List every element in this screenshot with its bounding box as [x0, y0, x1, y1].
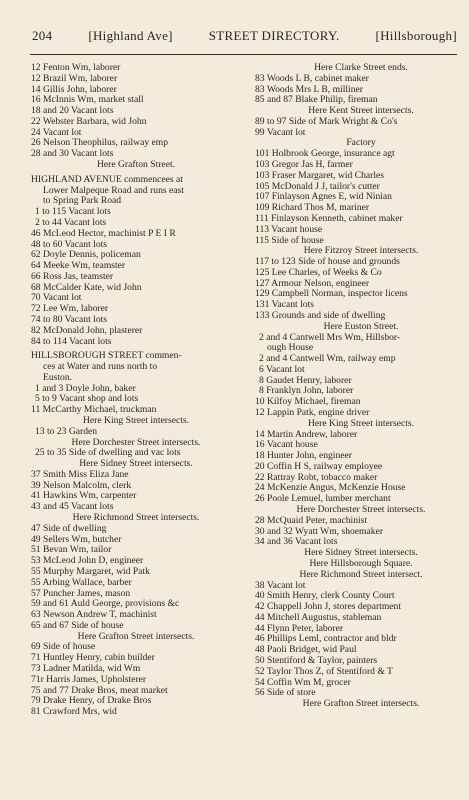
directory-entry: 34 and 36 Vacant lots — [255, 537, 338, 548]
directory-entry: 129 Campbell Norman, inspector licens — [255, 289, 408, 300]
directory-entry: 113 Vacant house — [255, 224, 323, 235]
directory-entry: 12 Lappin Patk, engine driver — [255, 408, 370, 418]
directory-entry: 48 Paoli Bridget, wid Paul — [255, 645, 357, 656]
directory-entry: 82 McDonald John, plasterer — [31, 325, 143, 336]
directory-entry: 1 and 3 Doyle John, baker — [35, 383, 136, 394]
street-heading: Here Dorchester Street intersects. — [296, 505, 426, 516]
directory-entry: 2 and 4 Cantwell Mrs Wm, Hillsbor- — [259, 332, 401, 343]
page-title: STREET DIRECTORY. — [208, 28, 340, 43]
directory-entry: 74 to 80 Vacant lots — [31, 314, 108, 325]
directory-entry: HILLSBOROUGH STREET commen- — [31, 351, 182, 362]
directory-entry: 89 to 97 Side of Mark Wright & Co's — [255, 116, 398, 127]
directory-entry: 16 Vacant house — [255, 440, 318, 451]
directory-entry: 84 to 114 Vacant lots — [31, 336, 112, 347]
street-heading: Here Sidney Street intersects. — [79, 459, 193, 470]
directory-entry: 53 McLeod John D, engineer — [31, 556, 144, 567]
street-heading: Here King Street intersects. — [82, 416, 190, 426]
street-heading: Factory — [346, 138, 376, 149]
directory-entry: 99 Vacant lot — [255, 127, 306, 138]
street-heading: Here Dorchester Street intersects. — [71, 437, 201, 448]
directory-entry: 30 and 32 Wyatt Wm, shoemaker — [255, 526, 384, 537]
directory-entry: 13 to 23 Garden — [35, 426, 98, 437]
directory-entry: 107 Finlayson Agnes E, wid Ninian — [255, 192, 392, 203]
directory-entry: 20 Coffin H S, railway employee — [255, 461, 383, 472]
directory-entry: Lower Malpeque Road and runs east — [43, 185, 184, 196]
directory-entry: 28 McQuaid Peter, machinist — [255, 515, 368, 526]
directory-entry: 55 Murphy Margaret, wid Patk — [31, 566, 150, 577]
directory-entry: 63 Newson Andrew T, machinist — [31, 610, 157, 621]
directory-entry: 54 Coffin Wm M, grocer — [255, 677, 351, 688]
directory-entry: 66 Ross Jas, teamster — [31, 271, 114, 282]
directory-entry: 10 Kilfoy Michael, fireman — [255, 397, 361, 408]
directory-entry: 18 and 20 Vacant lots — [31, 106, 114, 117]
directory-entry: 1 to 115 Vacant lots — [35, 207, 111, 218]
directory-entry: 83 Woods L B, cabinet maker — [255, 73, 369, 84]
directory-entry: 81 Crawford Mrs, wid — [31, 707, 117, 718]
directory-entry: 79 Drake Henry, of Drake Bros — [31, 696, 152, 707]
directory-entry: 40 Smith Henry, clerk County Court — [255, 591, 395, 602]
directory-entry: 69 Side of house — [31, 642, 96, 653]
directory-entry: ces at Water and runs north to — [43, 362, 158, 373]
directory-entry: 109 Richard Thos M, mariner — [255, 203, 370, 214]
street-heading: Here Richmond Street intersects. — [72, 513, 200, 524]
street-heading: Here Grafton Street intersects. — [302, 699, 420, 710]
directory-entry: 62 Doyle Dennis, policeman — [31, 250, 141, 261]
directory-entry: 56 Side of store — [255, 688, 316, 699]
directory-entry: 43 and 45 Vacant lots — [31, 502, 114, 513]
directory-entry: 18 Hunter John, engineer — [255, 451, 352, 462]
right-column — [255, 63, 467, 710]
directory-entry: 51 Bevan Wm, tailor — [31, 545, 112, 556]
directory-entry: 8 Gaudet Henry, laborer — [259, 375, 352, 386]
street-heading: Here Hillsborough Square. — [309, 558, 413, 569]
directory-entry: 71 Huntley Henry, cabin builder — [31, 653, 155, 664]
header-left-tag: [Highland Ave] — [88, 28, 173, 43]
directory-entry: 75 and 77 Drake Bros, meat market — [31, 685, 168, 696]
directory-entry: 14 Martin Andrew, laborer — [255, 429, 358, 440]
directory-entry: 46 McLeod Hector, machinist P E I R — [31, 228, 176, 239]
directory-entry: 105 McDonald J J, tailor's cutter — [255, 181, 380, 192]
directory-entry: 2 to 44 Vacant lots — [35, 217, 107, 228]
directory-entry: 49 Sellers Wm, butcher — [31, 534, 122, 545]
directory-entry: 85 and 87 Blake Philip, fireman — [255, 95, 378, 106]
left-column — [31, 63, 241, 718]
directory-entry: 38 Vacant lot — [255, 580, 306, 591]
directory-entry: 65 and 67 Side of house — [31, 620, 124, 631]
directory-entry: 26 Poole Lemuel, lumber merchant — [255, 494, 391, 505]
directory-entry: 24 Vacant lot — [31, 127, 82, 138]
directory-entry: 37 Smith Miss Eliza Jane — [31, 469, 129, 480]
directory-entry: 55 Arbing Wallace, barber — [31, 577, 132, 588]
street-heading: Here Fitzroy Street intersects. — [303, 246, 419, 257]
directory-entry: 2 and 4 Cantwell Wm, railway emp — [259, 354, 396, 365]
directory-entry: 57 Puncher James, mason — [31, 588, 131, 599]
page-number: 204 — [32, 28, 53, 43]
directory-entry: 48 to 60 Vacant lots — [31, 239, 108, 250]
street-heading: Here Grafton Street intersects. — [77, 631, 195, 642]
street-heading: Here Richmond Street intersect. — [299, 569, 423, 580]
directory-entry: 41 Hawkins Wm, carpenter — [31, 491, 137, 502]
directory-entry: 16 McInnis Wm, market stall — [31, 95, 144, 106]
directory-entry: 44 Mitchell Augustus, stableman — [255, 612, 382, 623]
directory-entry: 64 Meeke Wm, teamster — [31, 261, 126, 272]
directory-entry: 12 Fenton Wm, laborer — [31, 63, 121, 73]
page-header — [32, 28, 457, 48]
directory-entry: 131 Vacant lots — [255, 300, 314, 311]
directory-entry: HIGHLAND AVENUE commencees at — [31, 174, 183, 185]
directory-entry: 46 Phillips Leml, contractor and bldr — [255, 634, 397, 645]
directory-entry: 22 Rattray Robt, tobacco maker — [255, 472, 378, 483]
directory-entry: 73 Ladner Matilda, wid Wm — [31, 663, 141, 674]
directory-entry: 24 McKenzie Angus, McKenzie House — [255, 483, 406, 494]
directory-entry: 101 Holbrook George, insurance agt — [255, 149, 395, 160]
header-right-tag: [Hillsborough] — [375, 28, 457, 43]
street-heading: Here Kent Street intersects. — [308, 106, 414, 117]
directory-entry: 133 Grounds and side of dwelling — [255, 310, 386, 321]
directory-entry: 8 Franklyn John, laborer — [259, 386, 354, 397]
directory-entry: 72 Lee Wm, laborer — [31, 304, 109, 315]
street-heading: Here Clarke Street ends. — [314, 63, 408, 73]
directory-entry: 127 Armour Nelson, engineer — [255, 278, 370, 289]
directory-entry: 71r Harris James, Upholsterer — [31, 674, 147, 685]
directory-entry: 103 Fraser Margaret, wid Charles — [255, 170, 385, 181]
directory-entry: 68 McCalder Kate, wid John — [31, 282, 142, 293]
street-heading: Here King Street intersects. — [307, 418, 415, 429]
street-heading: Here Sidney Street intersects. — [304, 548, 418, 559]
directory-entry: to Spring Park Road — [43, 196, 122, 207]
directory-entry: 125 Lee Charles, of Weeks & Co — [255, 267, 382, 278]
directory-entry: 103 Gregor Jas H, farmer — [255, 160, 353, 171]
directory-entry: 14 Gillis John, laborer — [31, 84, 117, 95]
directory-entry: 83 Woods Mrs L B, milliner — [255, 84, 363, 95]
street-heading: Here Euston Street. — [323, 321, 399, 332]
directory-entry: 12 Brazil Wm, laborer — [31, 73, 118, 84]
directory-entry: 52 Taylor Thos Z, of Stentiford & T — [255, 666, 393, 677]
directory-entry: 39 Nelson Malcolm, clerk — [31, 480, 132, 491]
directory-entry: 26 Nelson Theophilus, railway emp — [31, 138, 169, 149]
directory-entry: 6 Vacant lot — [259, 364, 305, 375]
directory-entry: 5 to 9 Vacant shop and lots — [35, 394, 139, 405]
directory-entry: 28 and 30 Vacant lots — [31, 149, 114, 160]
street-heading: Here Grafton Street. — [96, 160, 176, 171]
directory-entry: 25 to 35 Side of dwelling and vac lots — [35, 448, 181, 459]
directory-entry: 59 and 61 Auld George, provisions &c — [31, 599, 180, 610]
directory-entry: Euston. — [43, 372, 73, 383]
directory-entry: 44 Flynn Peter, laborer — [255, 623, 344, 634]
directory-entry: 111 Finlayson Kenneth, cabinet maker — [255, 213, 403, 224]
directory-entry: 42 Chappell John J, stores department — [255, 602, 402, 613]
directory-entry: 11 McCarthy Michael, truckman — [31, 405, 157, 416]
directory-entry: 22 Webster Barbara, wid John — [31, 116, 147, 127]
directory-entry: 117 to 123 Side of house and grounds — [255, 257, 400, 268]
directory-entry: ough House — [267, 343, 314, 354]
directory-entry: 47 Side of dwelling — [31, 523, 107, 534]
directory-entry: 50 Stentiford & Taylor, painters — [255, 655, 378, 666]
directory-entry: 70 Vacant lot — [31, 293, 82, 304]
header-rule — [30, 54, 457, 55]
directory-entry: 115 Side of house — [255, 235, 324, 246]
